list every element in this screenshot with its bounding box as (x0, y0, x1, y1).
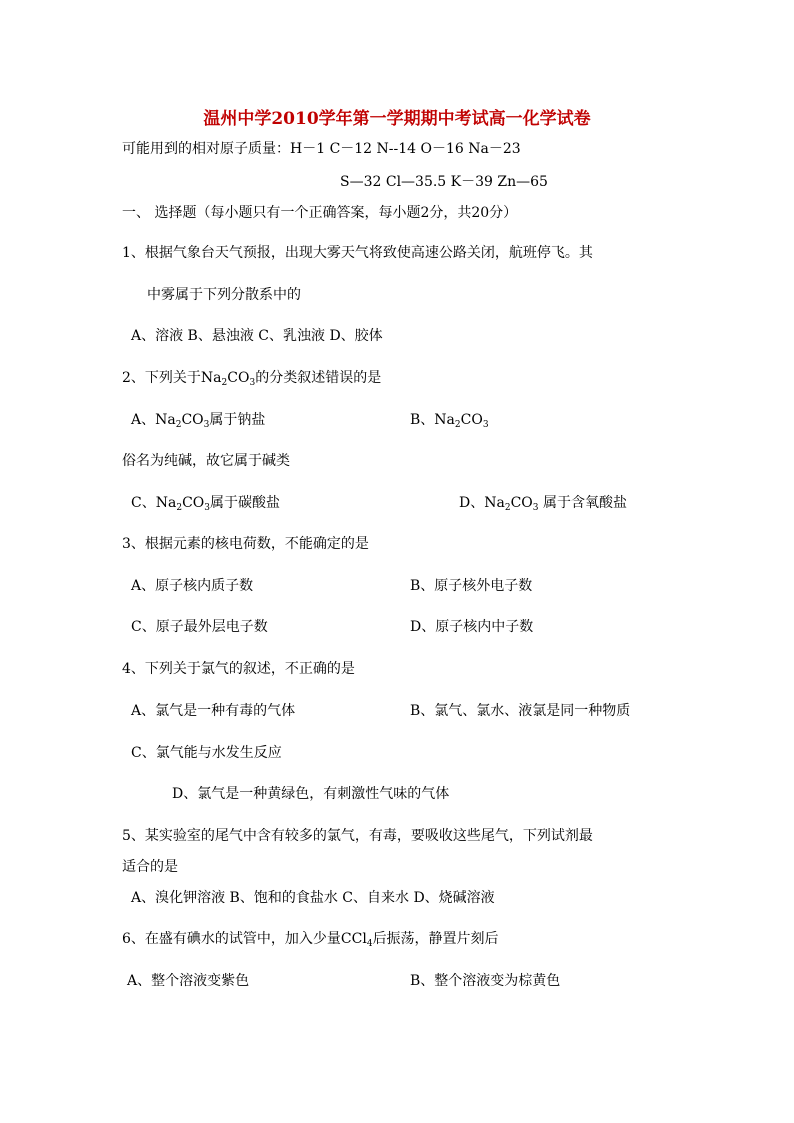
q3-stem: 3、根据元素的核电荷数，不能确定的是 (122, 536, 369, 552)
q4-option-a: A、氯气是一种有毒的气体 (131, 703, 296, 719)
q4-stem: 4、下列关于氯气的叙述，不正确的是 (122, 661, 355, 677)
q1-options: A、溶液 B、悬浊液 C、乳浊液 D、胶体 (131, 328, 383, 344)
q2-option-d: D、$Na_2CO_3$ 属于含氧酸盐 (459, 495, 627, 513)
q5-options: A、溴化钾溶液 B、饱和的食盐水 C、自来水 D、烧碱溶液 (131, 890, 495, 906)
section-heading: 一、 选择题（每小题只有一个正确答案，每小题2分，共20分） (122, 205, 518, 221)
atomic-mass-line-1: 可能用到的相对原子质量：H－1 C－12 N--14 O－16 Na－23 (122, 141, 521, 157)
q2-option-a: A、$Na_2CO_3$属于钠盐 (131, 412, 266, 430)
q6-stem: 6、在盛有碘水的试管中，加入少量CCl$_4$后振荡，静置片刻后 (122, 931, 499, 949)
q2-formula: $Na_2CO_3$ (155, 495, 210, 513)
q2-stem-pre: 2、下列关于 (122, 370, 201, 386)
q2-formula: $Na_2CO_3$ (434, 412, 489, 430)
q3-option-a: A、原子核内质子数 (131, 578, 254, 594)
q3-option-b: B、原子核外电子数 (410, 578, 533, 594)
q5-stem-line-1: 5、某实验室的尾气中含有较多的氯气，有毒，要吸收这些尾气，下列试剂最 (122, 828, 593, 844)
ccl4-formula: CCl$_4$ (340, 931, 373, 949)
q2-stem (122, 369, 381, 387)
q4-option-c: C、氯气能与水发生反应 (131, 745, 282, 761)
q2-stem-post: 的分类叙述错误的是 (255, 370, 382, 386)
q2-option-b-continued: 俗名为纯碱，故它属于碱类 (122, 453, 290, 469)
q6-option-b: B、整个溶液变为棕黄色 (410, 973, 561, 989)
q1-stem-line-1: 1、根据气象台天气预报，出现大雾天气将致使高速公路关闭，航班停飞。其 (122, 245, 593, 261)
q3-option-c: C、原子最外层电子数 (131, 619, 268, 635)
q2-formula: $Na_2CO_3$ (484, 495, 539, 513)
q4-option-b: B、氯气、氯水、液氯是同一种物质 (410, 703, 631, 719)
q4-option-d: D、氯气是一种黄绿色，有刺激性气味的气体 (172, 786, 450, 802)
q2-option-c: C、$Na_2CO_3$属于碳酸盐 (131, 495, 280, 513)
atomic-mass-line-2: S—32 Cl—35.5 K－39 Zn—65 (340, 174, 548, 190)
q3-option-d: D、原子核内中子数 (410, 619, 534, 635)
q2-formula: $Na_2CO_3$ (200, 370, 256, 388)
q1-stem-line-2: 中雾属于下列分散系中的 (147, 287, 301, 303)
q5-stem-line-2: 适合的是 (122, 859, 178, 875)
q2-formula: $Na_2CO_3$ (155, 412, 210, 430)
q6-option-a: A、整个溶液变紫色 (127, 973, 250, 989)
exam-title: 温州中学2010学年第一学期期中考试高一化学试卷 (203, 109, 591, 129)
q2-option-b: B、$Na_2CO_3$ (410, 412, 489, 430)
